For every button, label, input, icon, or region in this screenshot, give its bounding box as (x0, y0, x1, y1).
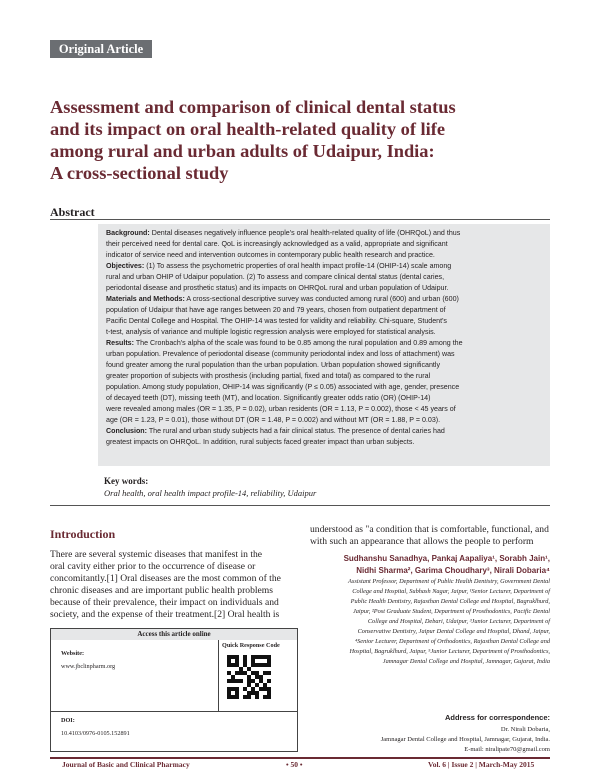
affiliation-line: Assistant Professor, Department of Public Health Dentistry, Government Dental (348, 578, 550, 585)
abstract-section-label: Materials and Methods: (106, 295, 185, 303)
author-line: Nidhi Sharma², Garima Choudhary³, Nirali Dobaria⁴ (356, 566, 550, 575)
abstract-line-text: The rural and urban study subjects had a fair clinical status. The presence of dental caries had (146, 427, 445, 435)
introduction-heading: Introduction (50, 527, 116, 541)
abstract-section-label: Objectives: (106, 262, 145, 270)
affiliation-line: College and Hospital, Debari, Udaipur, ³Junior Lecturer, Department of (367, 618, 550, 625)
qr-label: Quick Response Code (222, 642, 280, 649)
body-text-line: with such an appearance that allows the people to perform (310, 536, 534, 547)
correspondence-address: Jamnagar Dental College and Hospital, Jamnagar, Gujarat, India. (380, 736, 550, 743)
footer-journal: Journal of Basic and Clinical Pharmacy (62, 760, 190, 769)
abstract-line (106, 228, 542, 239)
title-line: among rural and urban adults of Udaipur, India: (50, 141, 435, 161)
abstract-line (106, 283, 542, 294)
divider (50, 219, 550, 220)
affiliation-line: ⁴Senior Lecturer, Department of Orthodontics, Rajasthan Dental College and (354, 638, 550, 645)
abstract-line (106, 393, 542, 404)
abstract-line-text: Pacific Dental College and Hospital. The OHIP-14 was tested for validity and reliability. Chi-square, Student's (106, 317, 447, 325)
abstract-line (106, 272, 542, 283)
abstract-line-text: indicator of service need and intervention outcomes in contemporary public health research and practice. (106, 251, 435, 259)
abstract-line (106, 316, 542, 327)
doi-value: 10.4103/0976-0105.152891 (61, 730, 130, 737)
abstract-line (106, 250, 542, 261)
access-box-heading: Access this article online (51, 629, 297, 640)
website-label: Website: (61, 650, 85, 657)
body-text-line: because of their prevalence, their impact on individuals and (50, 597, 279, 608)
abstract-line-text: population. Among study population, OHIP-14 was significantly (P ≤ 0.05) associated with age, gender, presence (106, 383, 460, 391)
abstract-line-text: rural and urban OHIP of Udaipur population. (2) To assess and compare clinical dental status (dental caries, (106, 273, 445, 281)
abstract-line (106, 261, 542, 272)
abstract-line-text: t-test, analysis of variance and multiple logistic regression analysis were employed for statistical analysis. (106, 328, 436, 336)
abstract-line-text: A cross-sectional descriptive survey was conducted among rural (600) and urban (600) (184, 295, 459, 303)
abstract-line-text: their perceived need for dental care. QoL is increasingly acknowledged as a valid, appropriate and significant (106, 240, 448, 248)
qr-code-icon (227, 655, 271, 699)
title-line: and its impact on oral health-related quality of life (50, 119, 446, 139)
article-title (50, 96, 530, 184)
abstract-line-text: age (OR = 1.23, P = 0.01), those without DT (OR = 1.48, P = 0.002) and without MT (OR = 1.88, P = 0.03). (106, 416, 441, 424)
abstract-section-label: Conclusion: (106, 427, 147, 435)
keywords-text: Oral health, oral health impact profile-14, reliability, Udaipur (104, 488, 317, 498)
abstract-line (106, 338, 542, 349)
abstract-line-text: found greater among the rural population than the urban population. Urban population showed significantly (106, 361, 441, 369)
abstract-line-text: urban population. Prevalence of periodontal disease (community periodontal index and loss of attachment) was (106, 350, 455, 358)
title-line: Assessment and comparison of clinical dental status (50, 97, 456, 117)
abstract-heading: Abstract (50, 205, 95, 219)
abstract-line (106, 349, 542, 360)
keywords-heading: Key words: (104, 476, 149, 486)
abstract-line (106, 294, 542, 305)
affiliation-line: College and Hospital, Subhash Nagar, Jaipur, ¹Senior Lecturer, Department of (352, 588, 550, 595)
abstract-line (106, 305, 542, 316)
abstract-line-text: periodontal disease and prosthetic status) and its impacts on OHRQoL rural and urban population of Udaipur. (106, 284, 449, 292)
correspondence-email[interactable]: E-mail: niralipate70@gmail.com (464, 746, 550, 753)
abstract-line (106, 437, 542, 448)
divider (50, 505, 550, 506)
correspondence-heading: Address for correspondence: (444, 713, 550, 722)
abstract-line (106, 382, 542, 393)
author-line: Sudhanshu Sanadhya, Pankaj Aapaliya¹, Sorabh Jain¹, (343, 554, 550, 563)
website-link[interactable]: www.jbclinpharm.org (61, 663, 116, 670)
abstract-line (106, 426, 542, 437)
body-text-line: society, and the expense of their treatment.[2] Oral health is (50, 609, 280, 620)
abstract-line-text: greatest impacts on OHRQoL. In addition, rural subjects faced greater impact than urban subjects. (106, 438, 415, 446)
abstract-section-label: Results: (106, 339, 134, 347)
body-text-line: oral cavity either prior to the occurrence of disease or (50, 561, 256, 572)
abstract-line-text: The Cronbach's alpha of the scale was found to be 0.85 among the rural population and 0.89 among the (134, 339, 463, 347)
body-text-line: chronic diseases and are important public health problems (50, 585, 273, 596)
divider (51, 711, 297, 712)
footer-rule (50, 757, 550, 759)
article-type-badge: Original Article (50, 40, 152, 58)
affiliation-line: Jamnagar Dental College and Hospital, Jamnagar, Gujarat, India (382, 658, 550, 665)
abstract-line (106, 239, 542, 250)
body-text-line: There are several systemic diseases that manifest in the (50, 549, 263, 560)
title-line: A cross-sectional study (50, 163, 229, 183)
abstract-line-text: Dental diseases negatively influence people's oral health-related quality of life (OHRQoL) and thus (149, 229, 461, 237)
footer-issue: Vol. 6 | Issue 2 | March-May 2015 (428, 760, 535, 769)
affiliation-line: Conservative Dentistry, Jaipur Dental College and Hospital, Dhand, Jaipur, (357, 628, 550, 635)
affiliation-line: Public Health Dentistry, Rajasthan Dental College and Hospital, Bagruklhurd, (350, 598, 550, 605)
abstract-line-text: (1) To assess the psychometric properties of oral health impact profile-14 (OHIP-14) scale among (144, 262, 452, 270)
abstract-line-text: population of Udaipur that have age ranges between 20 and 79 years, chosen from outpatient department of (106, 306, 446, 314)
abstract-line (106, 327, 542, 338)
abstract-line-text: of decayed teeth (DT), missing teeth (MT), and location. Significantly greater odds ratio (OR) (OHIP-14) (106, 394, 431, 402)
abstract-line (106, 360, 542, 371)
correspondence-name: Dr. Nirali Dobaria, (500, 726, 550, 733)
footer-page-number: • 50 • (286, 760, 303, 769)
abstract-line (106, 371, 542, 382)
body-text-line: concomitantly.[1] Oral diseases are the most common of the (50, 573, 281, 584)
abstract-line-text: were revealed among males (OR = 1.35, P = 0.02), urban residents (OR = 1.13, P = 0.002), those < 45 years of (106, 405, 456, 413)
affiliation-line: Hospital, Bagruklhurd, Jaipur, ⁵Junior Lecturer, Department of Prosthodontics, (349, 648, 550, 655)
abstract-line (106, 415, 542, 426)
body-text-line: understood as "a condition that is comfortable, functional, and (310, 524, 549, 535)
abstract-line-text: greater proportion of subjects with prosthesis (including partial, fixed and total) as compared to the rural (106, 372, 431, 380)
affiliation-line: Jaipur, ²Post Graduate Student, Department of Prosthodontics, Pacific Dental (352, 608, 550, 615)
abstract-section-label: Background: (106, 229, 150, 237)
abstract-line (106, 404, 542, 415)
author-list (330, 553, 550, 577)
doi-label: DOI: (61, 717, 75, 724)
